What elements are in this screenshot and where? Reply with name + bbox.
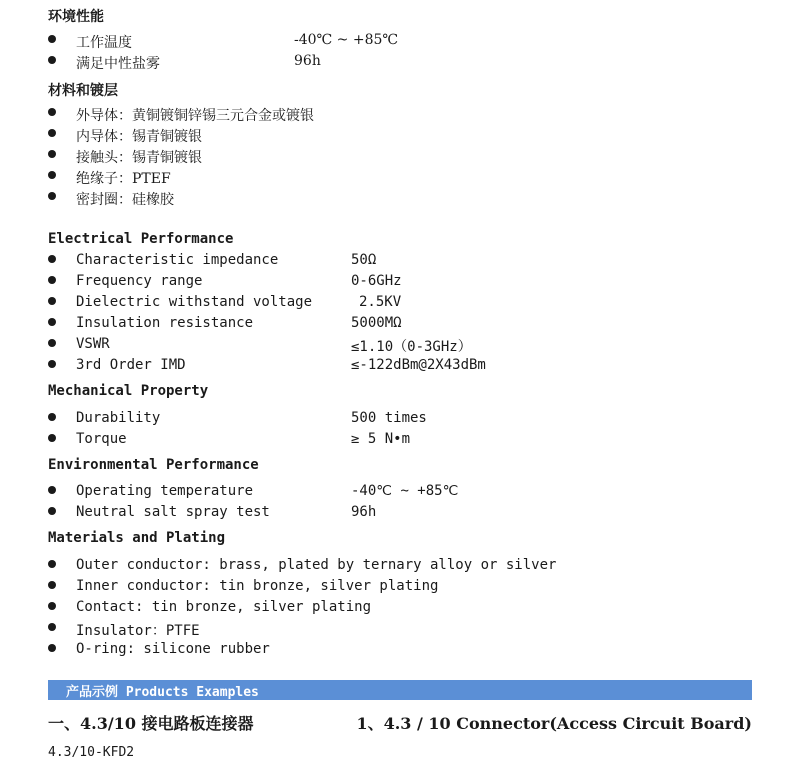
- bullet-icon: [48, 507, 56, 515]
- materials-heading: Materials and Plating: [48, 530, 226, 546]
- spec-value: ≤-122dBm@2X43dBm: [351, 357, 486, 373]
- bullet-icon: [48, 192, 56, 200]
- spec-value: 5000MΩ: [351, 315, 402, 331]
- product-title-en: 1、4.3 / 10 Connector(Access Circuit Board): [356, 714, 752, 733]
- bullet-icon: [48, 129, 56, 137]
- bullet-icon: [48, 150, 56, 158]
- spec-value: 50Ω: [351, 252, 377, 268]
- cn-materials-heading: 材料和镀层: [48, 83, 118, 99]
- bullet-icon: [48, 644, 56, 652]
- bullet-icon: [48, 339, 56, 347]
- bullet-icon: [48, 434, 56, 442]
- spec-label: Durability: [76, 410, 161, 426]
- bullet-icon: [48, 560, 56, 568]
- spec-value: -40℃ ~ +85℃: [294, 32, 399, 48]
- products-banner: [48, 680, 752, 700]
- spec-value: 500 times: [351, 410, 427, 426]
- material-text: 密封圈：硅橡胶: [76, 192, 174, 208]
- bullet-icon: [48, 297, 56, 305]
- material-text: 绝缘子：PTEF: [76, 171, 171, 187]
- bullet-icon: [48, 276, 56, 284]
- spec-value: ≥ 5 N•m: [351, 431, 411, 447]
- bullet-icon: [48, 35, 56, 43]
- spec-value: 0-6GHz: [351, 273, 402, 289]
- material-text: Outer conductor: brass, plated by ternary alloy or silver: [76, 557, 557, 573]
- spec-value: -40℃ ~ +85℃: [351, 483, 459, 499]
- bullet-icon: [48, 486, 56, 494]
- material-text: O-ring: silicone rubber: [76, 641, 270, 657]
- spec-label: 满足中性盐雾: [76, 56, 160, 72]
- spec-label: 3rd Order IMD: [76, 357, 186, 373]
- spec-label: VSWR: [76, 336, 110, 352]
- cn-env-heading: 环境性能: [48, 9, 104, 25]
- bullet-icon: [48, 318, 56, 326]
- material-text: 内导体：锡青铜镀银: [76, 129, 202, 145]
- material-text: Contact: tin bronze, silver plating: [76, 599, 372, 615]
- product-title-cn: 一、4.3/10 接电路板连接器: [48, 714, 254, 733]
- spec-value: ≤1.10（0-3GHz）: [351, 339, 472, 355]
- bullet-icon: [48, 360, 56, 368]
- spec-label: Insulation resistance: [76, 315, 254, 331]
- mechanical-heading: Mechanical Property: [48, 383, 209, 399]
- bullet-icon: [48, 108, 56, 116]
- spec-label: Neutral salt spray test: [76, 504, 270, 520]
- bullet-icon: [48, 413, 56, 421]
- bullet-icon: [48, 602, 56, 610]
- spec-label: Torque: [76, 431, 127, 447]
- material-text: 外导体：黄铜镀铜锌锡三元合金或镀银: [76, 108, 314, 124]
- bullet-icon: [48, 581, 56, 589]
- material-text: 接触头：锡青铜镀银: [76, 150, 202, 166]
- spec-value: 2.5KV: [359, 294, 402, 310]
- material-text: Inner conductor: tin bronze, silver plating: [76, 578, 439, 594]
- spec-label: 工作温度: [76, 35, 132, 51]
- spec-label: Dielectric withstand voltage: [76, 294, 313, 310]
- environmental-heading: Environmental Performance: [48, 457, 259, 473]
- spec-value: 96h: [294, 53, 321, 69]
- spec-label: Frequency range: [76, 273, 203, 289]
- spec-value: 96h: [351, 504, 377, 520]
- electrical-heading: Electrical Performance: [48, 231, 234, 247]
- bullet-icon: [48, 623, 56, 631]
- bullet-icon: [48, 56, 56, 64]
- bullet-icon: [48, 171, 56, 179]
- material-text: Insulator：PTFE: [76, 623, 200, 639]
- product-model: 4.3/10-KFD2: [48, 745, 135, 760]
- bullet-icon: [48, 255, 56, 263]
- products-banner-label: 产品示例 Products Examples: [66, 685, 259, 700]
- spec-label: Characteristic impedance: [76, 252, 279, 268]
- spec-label: Operating temperature: [76, 483, 254, 499]
